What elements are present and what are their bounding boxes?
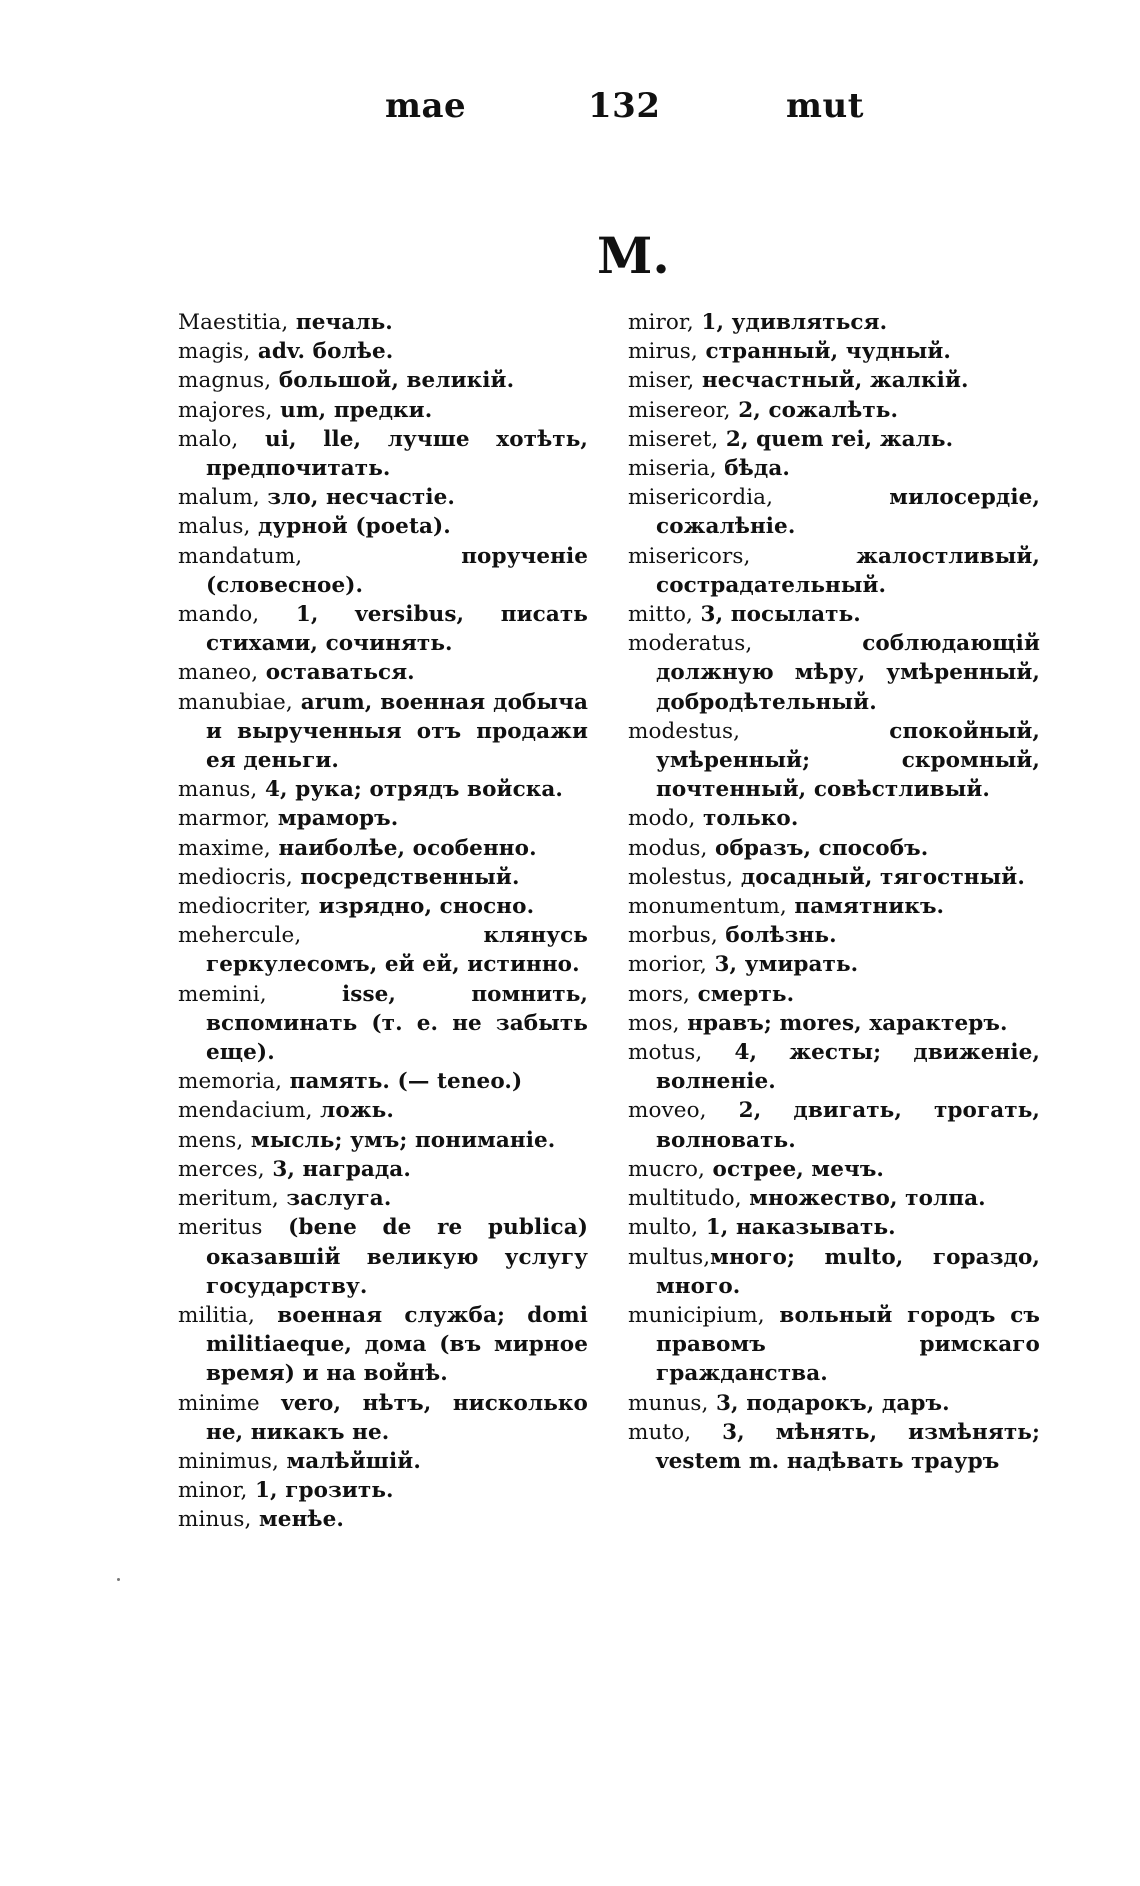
dictionary-entry: [178, 1213, 588, 1301]
entry-definition: оставаться.: [258, 660, 415, 686]
entry-definition: заслуга.: [278, 1186, 392, 1212]
dictionary-entry: [178, 1447, 588, 1476]
dictionary-entry: [628, 308, 1040, 337]
dictionary-entry: [178, 396, 588, 425]
entry-definition: странный, чудный.: [697, 339, 952, 365]
entry-definition: 1, удивляться.: [693, 310, 888, 335]
entry-definition: 4, жесты; движеніе, волненіе.: [656, 1040, 1040, 1095]
left-column: [178, 308, 588, 1535]
entry-definition: adv. болѣе.: [250, 339, 394, 365]
dictionary-entry: [178, 1096, 588, 1125]
entry-definition: смерть.: [689, 981, 795, 1007]
entry-definition: изрядно, сносно.: [311, 894, 535, 920]
entry-headword: motus,: [628, 1040, 703, 1066]
dictionary-entry: [628, 863, 1040, 892]
entry-headword: miseret,: [628, 426, 719, 452]
entry-headword: magnus,: [178, 368, 272, 394]
entry-headword: morbus,: [628, 923, 718, 949]
dictionary-entry: [628, 425, 1040, 454]
dictionary-entry: [628, 980, 1040, 1009]
entry-headword: memini,: [178, 981, 267, 1007]
entry-definition: 2, сожалѣть.: [730, 397, 899, 423]
entry-definition: вольный городъ съ правомъ римскаго гражданства.: [656, 1302, 1040, 1387]
dictionary-entry: [178, 1301, 588, 1389]
entry-definition: 3, подарокъ, даръ.: [708, 1390, 950, 1416]
entry-headword: multo,: [628, 1215, 699, 1241]
dictionary-entry: [628, 1301, 1040, 1389]
entry-definition: наиболѣе, особенно.: [270, 835, 537, 861]
entry-definition: болѣзнь.: [717, 923, 837, 949]
dictionary-entry: [628, 834, 1040, 863]
entry-definition: порученіе (словесное).: [206, 543, 588, 598]
entry-definition: острее, мечъ.: [704, 1156, 885, 1182]
dictionary-entry: [178, 1155, 588, 1184]
entry-headword: mediocris,: [178, 864, 293, 890]
entry-headword: molestus,: [628, 864, 734, 890]
dictionary-entry: [178, 1184, 588, 1213]
dictionary-entry: [178, 600, 588, 658]
entry-definition: ui, lle, лучше хотѣть, предпочитать.: [206, 426, 588, 482]
dictionary-entry: [628, 366, 1040, 395]
entry-headword: misericors,: [628, 543, 751, 569]
dictionary-entry: [178, 863, 588, 892]
entry-definition: спокойный, умѣренный; скромный, почтенный, совѣстливый.: [656, 718, 1040, 803]
entry-definition: 4, рука; отрядъ войска.: [257, 777, 564, 803]
entry-headword: miseria,: [628, 456, 717, 482]
page-number: 132: [588, 86, 661, 126]
entry-headword: mediocriter,: [178, 894, 312, 920]
entry-definition: 1, грозить.: [247, 1478, 394, 1504]
entry-headword: monumentum,: [628, 894, 787, 920]
entry-definition: посредственный.: [292, 864, 520, 890]
section-letter: M.: [597, 226, 670, 285]
dictionary-entry: [178, 804, 588, 833]
dictionary-entry: [628, 1096, 1040, 1154]
entry-headword: muto,: [628, 1419, 692, 1445]
dictionary-entry: [628, 1213, 1040, 1242]
entry-definition: малѣйшій.: [278, 1448, 421, 1474]
entry-headword: marmor,: [178, 806, 271, 832]
entry-headword: merces,: [178, 1156, 265, 1182]
entry-definition: печаль.: [288, 310, 393, 335]
dictionary-entry: [628, 950, 1040, 979]
entry-headword: Maestitia,: [178, 310, 289, 335]
entry-headword: misericordia,: [628, 485, 774, 511]
entry-definition: военная служба; domi militiaeque, дома (въ мирное время) и на войнѣ.: [206, 1302, 588, 1387]
entry-headword: mucro,: [628, 1156, 705, 1182]
entry-definition: памятникъ.: [786, 894, 945, 920]
entry-headword: minor,: [178, 1478, 248, 1504]
entry-definition: 3, посылать.: [692, 602, 861, 628]
entry-headword: meritum,: [178, 1186, 279, 1212]
entry-definition: 3, умирать.: [706, 952, 859, 978]
entry-headword: maxime,: [178, 835, 271, 861]
entry-definition: дурной (poeta).: [250, 514, 451, 540]
dictionary-entry: [178, 834, 588, 863]
entry-definition: 2, двигать, трогать, волновать.: [656, 1098, 1040, 1153]
entry-definition: менѣе.: [251, 1507, 344, 1533]
dictionary-entry: [628, 542, 1040, 600]
entry-headword: modus,: [628, 835, 708, 861]
entry-definition: клянусь геркулесомъ, ей ей, истинно.: [206, 923, 588, 978]
stray-ink-mark: [117, 1578, 120, 1581]
entry-definition: vero, нѣтъ, нисколько не, никакъ не.: [206, 1390, 588, 1445]
dictionary-entry: [628, 337, 1040, 366]
entry-definition: 3, мѣнять, измѣнять; vestem m. надѣвать трауръ: [656, 1419, 1040, 1474]
entry-definition: множество, толпа.: [741, 1186, 986, 1212]
entry-headword: malo,: [178, 426, 239, 452]
entry-definition: 1, versibus, писать стихами, сочинять.: [206, 602, 588, 657]
entry-headword: multus,: [628, 1244, 711, 1270]
entry-definition: жалостливый, сострадательный.: [656, 543, 1040, 598]
dictionary-entry: [628, 1038, 1040, 1096]
dictionary-entry: [178, 542, 588, 600]
dictionary-entry: [178, 1067, 588, 1096]
dictionary-entry: [628, 1009, 1040, 1038]
dictionary-entry: [178, 1476, 588, 1505]
right-column: [628, 308, 1040, 1476]
dictionary-entry: [178, 775, 588, 804]
entry-definition: много; multo, гораздо, много.: [656, 1244, 1040, 1299]
entry-headword: misereor,: [628, 397, 731, 423]
entry-definition: arum, военная добыча и вырученныя отъ продажи ея деньги.: [206, 689, 588, 774]
entry-headword: manubiae,: [178, 689, 293, 715]
dictionary-entry: [628, 892, 1040, 921]
dictionary-entry: [628, 1184, 1040, 1213]
entry-definition: ложь.: [312, 1098, 394, 1124]
dictionary-entry: [628, 600, 1040, 629]
entry-headword: modestus,: [628, 718, 741, 744]
entry-definition: 1, наказывать.: [698, 1215, 896, 1241]
entry-headword: mos,: [628, 1010, 680, 1036]
entry-headword: meritus: [178, 1215, 263, 1241]
entry-headword: mors,: [628, 981, 690, 1007]
dictionary-entry: [628, 1243, 1040, 1301]
entry-definition: соблюдающій должную мѣру, умѣренный, добродѣтельный.: [656, 631, 1040, 715]
entry-headword: mehercule,: [178, 923, 302, 949]
entry-headword: malus,: [178, 514, 251, 540]
entry-definition: мраморъ.: [270, 806, 399, 832]
entry-headword: mendacium,: [178, 1098, 313, 1124]
entry-headword: municipium,: [628, 1302, 765, 1328]
entry-definition: зло, несчастіе.: [259, 485, 455, 511]
entry-headword: magis,: [178, 339, 251, 365]
dictionary-entry: [178, 483, 588, 512]
entry-headword: manus,: [178, 777, 258, 803]
dictionary-entry: [178, 337, 588, 366]
dictionary-entry: [628, 1155, 1040, 1184]
header-right-word: mut: [786, 86, 864, 126]
dictionary-entry: [628, 1389, 1040, 1418]
dictionary-entry: [178, 1505, 588, 1534]
entry-definition: (bene de re publica) оказавшій великую услугу государству.: [206, 1215, 588, 1299]
entry-headword: miser,: [628, 368, 695, 394]
dictionary-entry: [628, 1418, 1040, 1476]
entry-definition: милосердіе, сожалѣніе.: [656, 485, 1040, 540]
entry-headword: majores,: [178, 397, 273, 423]
entry-headword: morior,: [628, 952, 707, 978]
entry-headword: mandatum,: [178, 543, 303, 569]
dictionary-entry: [628, 717, 1040, 805]
dictionary-entry: [628, 629, 1040, 717]
entry-headword: moveo,: [628, 1098, 707, 1124]
dictionary-entry: [178, 921, 588, 979]
entry-headword: mirus,: [628, 339, 698, 365]
entry-definition: um, предки.: [272, 397, 433, 423]
entry-headword: minus,: [178, 1507, 252, 1533]
entry-headword: minime: [178, 1390, 260, 1416]
entry-definition: досадный, тягостный.: [733, 864, 1025, 890]
dictionary-entry: [178, 512, 588, 541]
dictionary-entry: [628, 804, 1040, 833]
dictionary-entry: [178, 1389, 588, 1447]
entry-definition: образъ, способъ.: [707, 835, 929, 861]
dictionary-entry: [628, 396, 1040, 425]
entry-headword: memoria,: [178, 1069, 283, 1095]
dictionary-entry: [178, 892, 588, 921]
entry-definition: несчастный, жалкій.: [694, 368, 969, 394]
dictionary-entry: [178, 425, 588, 483]
entry-definition: только.: [695, 806, 799, 832]
dictionary-entry: [628, 454, 1040, 483]
entry-headword: minimus,: [178, 1448, 279, 1474]
dictionary-entry: [178, 688, 588, 776]
entry-definition: память. (— teneo.): [282, 1069, 523, 1095]
entry-headword: malum,: [178, 485, 260, 511]
header-left-word: mae: [385, 86, 467, 126]
dictionary-entry: [178, 308, 588, 337]
entry-headword: mando,: [178, 602, 260, 628]
entry-definition: 2, quem rei, жаль.: [718, 426, 954, 452]
entry-definition: isse, помнить, вспоминать (т. е. не забыть еще).: [206, 981, 588, 1066]
dictionary-entry: [628, 921, 1040, 950]
entry-headword: munus,: [628, 1390, 709, 1416]
dictionary-entry: [178, 980, 588, 1068]
entry-definition: бѣда.: [716, 456, 790, 482]
entry-headword: mitto,: [628, 602, 693, 628]
entry-definition: мысль; умъ; пониманіе.: [243, 1127, 556, 1153]
entry-headword: maneo,: [178, 660, 259, 686]
dictionary-entry: [628, 483, 1040, 541]
dictionary-entry: [178, 366, 588, 395]
entry-headword: multitudo,: [628, 1186, 742, 1212]
entry-definition: 3, награда.: [264, 1156, 411, 1182]
entry-definition: нравъ; mores, характеръ.: [679, 1010, 1008, 1036]
dictionary-entry: [178, 1126, 588, 1155]
entry-headword: miror,: [628, 310, 694, 335]
entry-headword: modo,: [628, 806, 696, 832]
entry-headword: militia,: [178, 1302, 255, 1328]
entry-headword: moderatus,: [628, 631, 753, 657]
dictionary-entry: [178, 658, 588, 687]
entry-headword: mens,: [178, 1127, 244, 1153]
entry-definition: большой, великій.: [271, 368, 515, 394]
